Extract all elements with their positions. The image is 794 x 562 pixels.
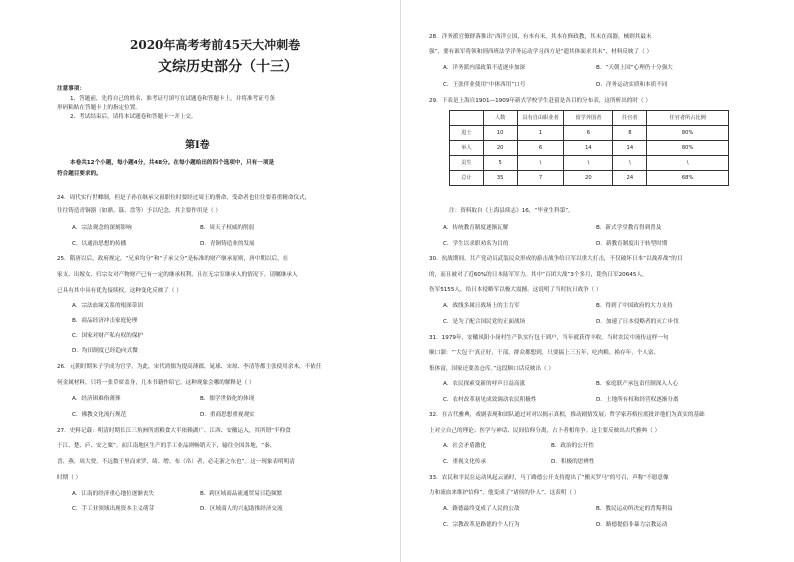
q30-stem-2: 的，而且被对了近60%的日本陆军军力。其中“百团大战”3个多月，毙伤日军20645人，	[429, 272, 648, 278]
q26-option-c[interactable]: C．佛教文化流行规范	[72, 412, 127, 418]
table-row	[450, 126, 729, 141]
table-cell: \	[647, 156, 729, 171]
section-intro-b: 符合题目要求的。	[57, 171, 102, 177]
q33-stem-1: 33．农民和平民在运动风起云涌时，马丁路德公开支持提出了“搬灭罗马”的号召，声称“不愿意像	[429, 475, 669, 481]
table-cell: \	[564, 156, 613, 171]
q25-option-d[interactable]: D．均田制度已经趋向式微	[72, 348, 138, 354]
q25-stem-1: 25．隋唐以后，政府规定，“兄弟均分”和“子承父分”是标准的财产继承原则，唐中期以后，在	[57, 256, 289, 262]
q30-option-a[interactable]: A．战线多属日战场上的主力军	[443, 303, 520, 309]
q31-option-b[interactable]: B．家庭联产承包责任制深入人心	[596, 381, 679, 387]
q30-stem-1: 30．抗战期间，共产党动员武装民众形成的游击战争给日军以重大打击，不仅破坏日本“以战养战”的目	[429, 256, 683, 262]
table-cell: 80%	[647, 141, 729, 156]
table-cell: 6	[517, 141, 564, 156]
table-cell: 举人	[450, 141, 484, 156]
table-cell: 1	[517, 126, 564, 141]
q25-option-b[interactable]: B．商品经济冲击家庭伦理	[72, 318, 138, 324]
table-header-row	[450, 111, 729, 126]
table-cell: 贡生	[450, 156, 484, 171]
q32-option-c[interactable]: C．重视文化传承	[443, 459, 487, 465]
q33-option-b[interactable]: B．教民运动所决定的背叛利益	[596, 506, 673, 512]
q33-option-d[interactable]: D．路德提倡非暴力宗教运动	[596, 522, 668, 528]
table-cell: 5	[483, 156, 517, 171]
table-cell: 24	[613, 171, 647, 186]
q30-stem-3: 伤军5155人，给日本侵略军以极大震撼。这说明了当时抗日战争（ ）	[429, 287, 602, 293]
q27-stem-4: 时期（ ）	[57, 475, 82, 481]
q24-stem-1: 24．周代实行世卿制，但是子孙在继承父祖职位时要经过周王的册命，受命者也往往要着重精命仪式，	[57, 195, 311, 201]
q24-stem-2: 往往铸造青铜器（如鼎、簋、盘等）予以纪念，其主要作用是（ ）	[57, 208, 221, 214]
q33-stem-2: 力和流血来维护信仰”，他变成了“诸侯的仆人”。这表明（ ）	[429, 490, 580, 496]
table-cell: 35	[483, 171, 517, 186]
q32-stem-2: 上对立自己的理论；医学与神话、民间信仰分离，占卜者相角争。这主要反映出古代雅典（ ）	[429, 428, 661, 434]
q27-stem-1: 27．史料记载：明清时期长江三角洲所需粮食大半依赖湖广、江西、安徽运入，其所谓“半仰食	[57, 428, 291, 434]
table-cell: 68%	[647, 171, 729, 186]
q24-option-d[interactable]: D．青铜铸造业的发展	[200, 241, 255, 247]
table-cell: 14	[564, 141, 613, 156]
table-header: 具有自由职业者	[517, 111, 564, 126]
table-header: 留学外国者	[564, 111, 613, 126]
q31-option-d[interactable]: D．土地所有权和经营权逐渐分离	[596, 397, 679, 403]
q27-option-c[interactable]: C．手工业领域出现资本主义萌芽	[72, 506, 155, 512]
q30-option-b[interactable]: B．得到了中国政府的大力支持	[596, 303, 673, 309]
table-header: 任官者所占比例	[647, 111, 729, 126]
table-header: 人数	[483, 111, 517, 126]
q26-option-d[interactable]: D．重商思想重视观实	[200, 412, 255, 418]
q32-option-a[interactable]: A．社会矛盾激化	[443, 443, 486, 449]
table-header: 任官者	[613, 111, 647, 126]
section-label: 第Ⅰ卷	[185, 140, 210, 151]
note-item-1a: 1、答题前，先将自己的姓名、准考证号填写在试题卷和答题卡上，并将准考证号条	[70, 96, 275, 102]
q27-stem-3: 晋、燕、周大贾，不远数千里而来罗、绮、缯、布（帛）者，必走浙之东也”。这一现象表明明清	[57, 459, 295, 465]
table-row	[450, 156, 729, 171]
q24-option-c[interactable]: C．以通治思想的传播	[72, 241, 127, 247]
q28-option-c[interactable]: C．王张伴业使用“中体西用”口号	[443, 82, 526, 88]
notes-heading: 注意事项：	[57, 86, 85, 92]
q26-stem-1: 26．元朝时期朱子学成为官学，为此，宋代鸿儒为提高薄郡，晁球、宋琼、李清等都主张使用余木，不依任	[57, 364, 322, 370]
q29-option-d[interactable]: D．新教育制度出于转型时期	[596, 241, 668, 247]
q27-option-d[interactable]: D．区域商人的兴起助推经济交流	[200, 506, 283, 512]
q32-option-d[interactable]: D．积极的思辨性	[551, 459, 595, 465]
q27-stem-2: 于江、楚、庐、安之粟”。而江南地区生产的手工业品则畅销天下，输往全国各地，“秦、	[57, 443, 276, 449]
q29-option-c[interactable]: C．学生以求职劝名为目的	[443, 241, 509, 247]
q29-option-b[interactable]: B．新式学堂教育得到普及	[596, 225, 662, 231]
q31-option-a[interactable]: A．农民探索变新的呼声日益高涨	[443, 381, 526, 387]
q28-option-d[interactable]: D．洋务运动实质和本质不同	[596, 82, 668, 88]
q28-option-a[interactable]: A．洋务派内部政策不适逐步加深	[443, 65, 526, 71]
q24-option-a[interactable]: A．宗法观念的深刻影响	[72, 225, 132, 231]
table-cell: 总计	[450, 171, 484, 186]
q30-option-c[interactable]: C．是为了配合国民党的正面战场	[443, 319, 526, 325]
section-intro-a: 本卷共12个小题，每小题4分，共48分。在每小题给出的四个选项中，只有一项是	[70, 160, 275, 166]
q28-option-b[interactable]: B．“天朝上国”心理仍十分强大	[596, 65, 673, 71]
table-cell: 10	[483, 126, 517, 141]
q31-stem-1: 31．1979年，安徽凤阳小岗村生产队实行包干到户，当年就获得丰收。当时农民中流传这样一句	[429, 335, 669, 341]
q27-option-a[interactable]: A．江南的经济重心地位逐渐丧失	[72, 491, 155, 497]
table-cell: 6	[564, 126, 613, 141]
note-item-1b: 形码粘贴在答题卡上的指定位置。	[57, 105, 141, 111]
table-source-note: 注：资料取自《上海县续志》16，“毕业生科第”。	[449, 208, 574, 214]
q26-option-a[interactable]: A．经济困难俗薄葬	[72, 396, 121, 402]
table-cell: 进士	[450, 126, 484, 141]
table-cell: 20	[483, 141, 517, 156]
q32-option-b[interactable]: B．政治的公开性	[551, 443, 594, 449]
note-item-2: 2、考试结束后，请将本试题卷和答题卡一并上交。	[70, 114, 197, 120]
table-cell: 14	[613, 141, 647, 156]
student-table	[449, 110, 729, 186]
q28-stem-2: 强”，要有谁军将领和到西班法学洋务运动学习西方是“遗其体面求其末”，材料反映了（ ）	[429, 49, 653, 55]
table-cell: \	[613, 156, 647, 171]
q29-stem-1: 29．下表是上海自1901—1909年新式学校学生赴留是各目的分布表，这所析出的时（ ）	[429, 98, 651, 104]
table-cell: \	[517, 156, 564, 171]
table-row	[450, 141, 729, 156]
q25-option-c[interactable]: C．国家对财产私有权的保护	[72, 333, 144, 339]
exam-subtitle: 文综历史部分（十三）	[158, 59, 298, 75]
q26-option-b[interactable]: B．儒学世俗化的体现	[200, 396, 255, 402]
q31-stem-3: 集体富，国家还要盖仓库。”这段顺口话反映出（ ）	[429, 366, 554, 372]
q29-option-a[interactable]: A．传统教育制度逐渐瓦解	[443, 225, 509, 231]
q27-option-b[interactable]: B．跨区域商品流通贸易日趋频繁	[200, 491, 283, 497]
exam-title: 2020年高考考前45天大冲刺卷	[130, 38, 301, 52]
q31-option-c[interactable]: C．农村改革初见成效调动农民积极性	[443, 397, 537, 403]
q28-stem-1: 28．洋务派官僚群落推出“西洋立国，有本有末，其本在修政教，其末在商器，械则其最末	[429, 34, 652, 40]
q25-stem-2: 家支、出嫁女、归宗女对产物财产已有一定的继承权利，且在无宗室继承人的情况下，请嘱继承人	[57, 272, 298, 278]
q31-stem-2: 顺口溜：“‘大包干’真正好，干部，群众都想到，只要搞上三五年，吃肉粮、换存年，个人富、	[429, 350, 660, 356]
column-divider	[400, 0, 401, 562]
q33-option-a[interactable]: A．路德最终变成了人民的公敌	[443, 506, 520, 512]
table-header	[450, 111, 484, 126]
table-cell: 80%	[647, 126, 729, 141]
table-cell: 7	[517, 171, 564, 186]
q25-stem-3: 已具有其中具有优先接续权，这种变化反映了（ ）	[57, 288, 182, 294]
table-cell: 8	[613, 126, 647, 141]
table-cell: 20	[564, 171, 613, 186]
q26-stem-2: 何金属材料，只将一张草席盖身，几本书籍作陪它，这种现象会哪的解释是（ ）	[57, 380, 255, 386]
q32-stem-1: 32．在古代雅典，戏剧表现和团队通过对对以揭示真相，推动剧情发展；哲学家苏格拉底批评他们为真实的基础	[429, 412, 705, 418]
q24-option-b[interactable]: B．周天子权威的削弱	[200, 225, 255, 231]
table-row	[450, 171, 729, 186]
q25-option-a[interactable]: A．宗法血缘关系的根深蒂固	[72, 303, 143, 309]
q30-option-d[interactable]: D．加速了日本侵略者的灭亡步伐	[596, 319, 679, 325]
q33-option-c[interactable]: C．宗教改革是路德的个人行为	[443, 522, 520, 528]
